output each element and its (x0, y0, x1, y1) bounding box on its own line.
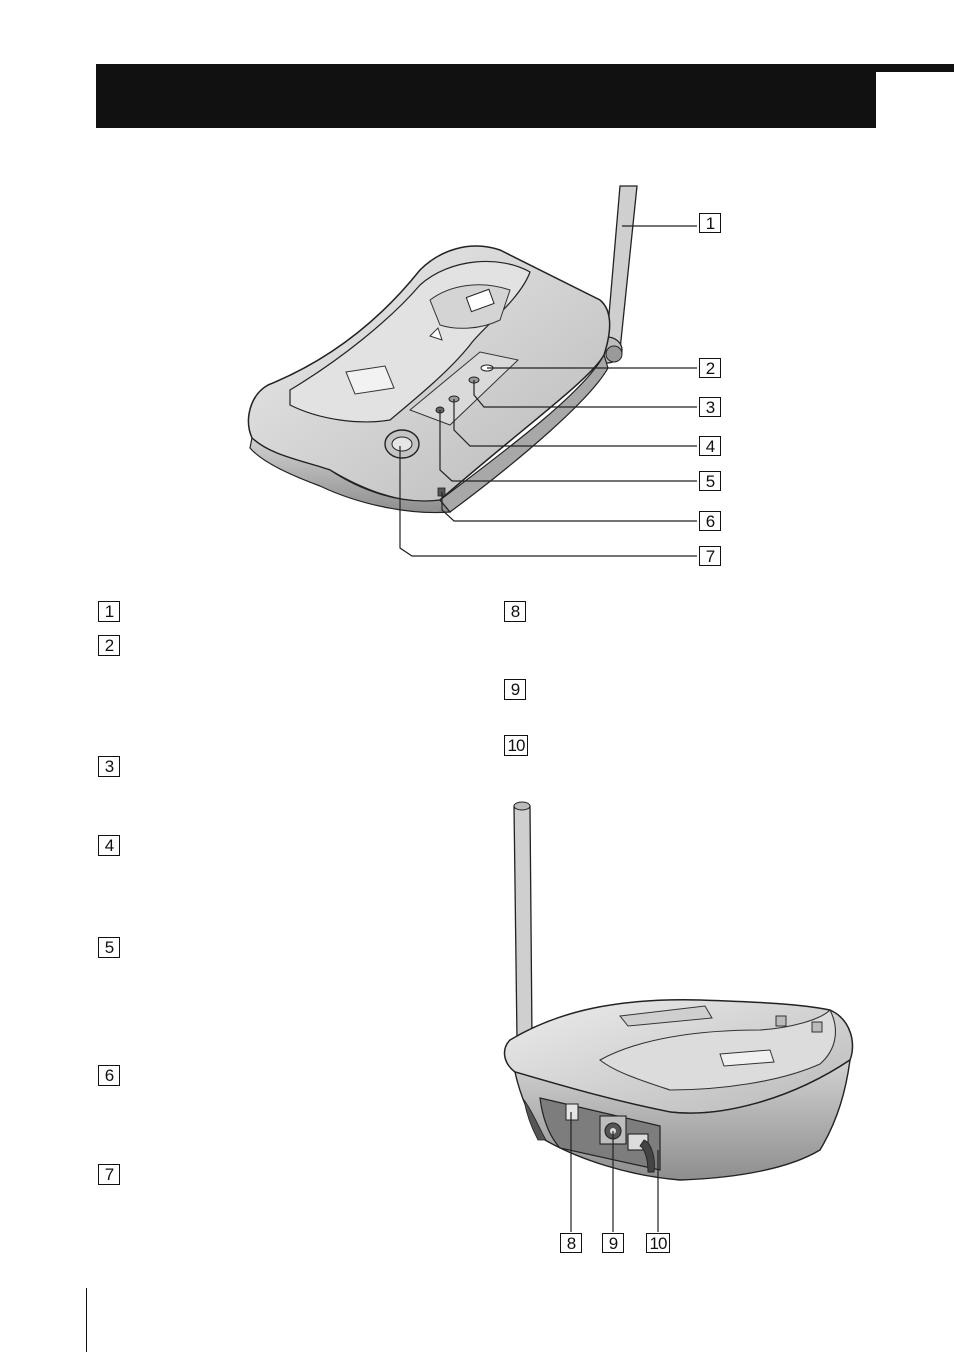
rear-view-drawing (505, 802, 853, 1232)
legend-9: 9 (504, 679, 526, 700)
legend-8: 8 (504, 601, 526, 622)
callout-4: 4 (699, 436, 721, 456)
callout-8: 8 (560, 1233, 582, 1253)
legend-2: 2 (98, 635, 120, 656)
callout-10: 10 (646, 1233, 670, 1253)
legend-4: 4 (98, 835, 120, 856)
callout-1: 1 (699, 213, 721, 233)
legend-1: 1 (98, 601, 120, 622)
antenna-rear (514, 806, 532, 1040)
callout-3: 3 (699, 397, 721, 417)
legend-6: 6 (98, 1065, 120, 1086)
antenna (606, 186, 637, 350)
legend-10: 10 (504, 735, 528, 756)
callout-9: 9 (602, 1233, 624, 1253)
dial-mode-switch (566, 1104, 578, 1120)
callout-5: 5 (699, 471, 721, 491)
legend-7: 7 (98, 1164, 120, 1185)
callout-7: 7 (699, 546, 721, 566)
legend-5: 5 (98, 937, 120, 958)
callout-2: 2 (699, 358, 721, 378)
callout-6: 6 (699, 511, 721, 531)
legend-3: 3 (98, 756, 120, 777)
front-view-drawing (249, 186, 697, 556)
